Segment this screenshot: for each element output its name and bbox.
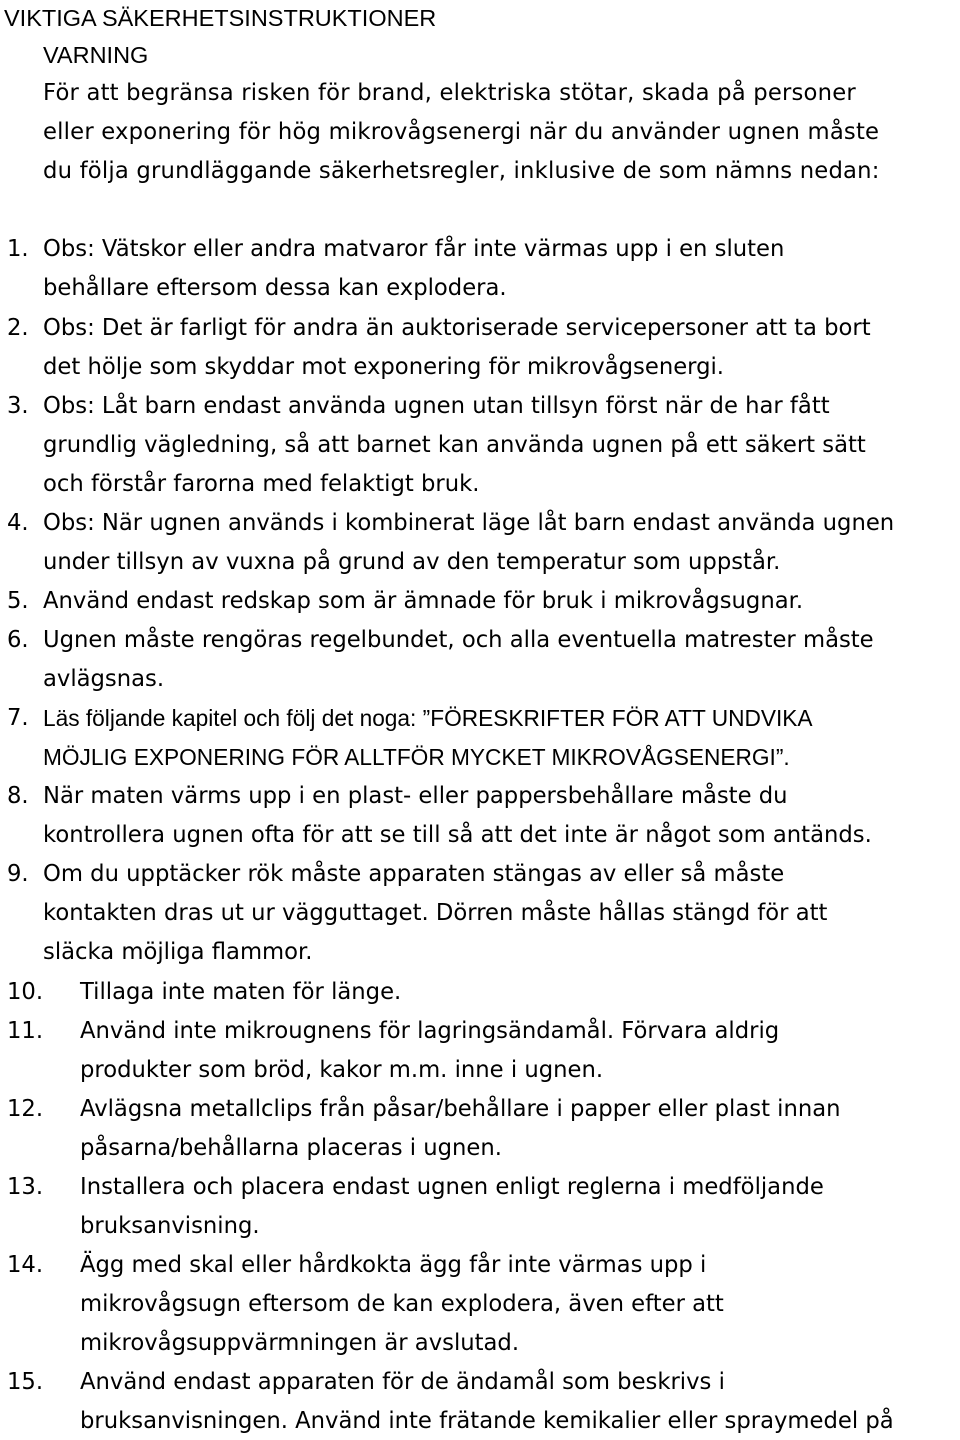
- item-number: 5.: [7, 588, 29, 614]
- item-line: produkter som bröd, kakor m.m. inne i ugnen.: [80, 1057, 604, 1083]
- item-number: 10.: [7, 979, 44, 1005]
- item-line: Installera och placera endast ugnen enligt reglerna i medföljande: [80, 1174, 824, 1200]
- item-line: behållare eftersom dessa kan explodera.: [43, 275, 507, 301]
- item-number: 13.: [7, 1174, 44, 1200]
- item-line: Tillaga inte maten för länge.: [80, 979, 402, 1005]
- item-number: 6.: [7, 627, 29, 653]
- item-line: Avlägsna metallclips från påsar/behållare i papper eller plast innan: [80, 1096, 841, 1122]
- item-line: och förstår farorna med felaktigt bruk.: [43, 471, 480, 497]
- intro-paragraph: [43, 74, 943, 191]
- item-line: kontakten dras ut ur vägguttaget. Dörren måste hållas stängd för att: [43, 900, 828, 926]
- item-text: [43, 777, 872, 855]
- item-line: Obs: Vätskor eller andra matvaror får inte värmas upp i en sluten: [43, 236, 785, 262]
- item-number: 12.: [7, 1096, 44, 1122]
- item-number: 8.: [7, 783, 29, 809]
- item-line: MÖJLIG EXPONERING FÖR ALLTFÖR MYCKET MIKROVÅGSENERGI”.: [43, 744, 790, 770]
- intro-line: För att begränsa risken för brand, elektriska stötar, skada på personer: [43, 80, 856, 106]
- item-number: 7.: [7, 705, 29, 731]
- item-number: 15.: [7, 1369, 44, 1395]
- item-line: mikrovågsuppvärmningen är avslutad.: [80, 1330, 520, 1356]
- item-line: Använd endast apparaten för de ändamål som beskrivs i: [80, 1369, 725, 1395]
- item-text: [80, 1363, 894, 1440]
- item-text: [43, 504, 894, 582]
- intro-line: du följa grundläggande säkerhetsregler, inklusive de som nämns nedan:: [43, 158, 880, 184]
- item-text: [43, 309, 871, 387]
- item-line: mikrovågsugn eftersom de kan explodera, även efter att: [80, 1291, 724, 1317]
- item-text: [80, 1090, 841, 1168]
- item-line: Använd inte mikrougnens för lagringsändamål. Förvara aldrig: [80, 1018, 780, 1044]
- item-text: [80, 1168, 824, 1246]
- item-text: [43, 621, 874, 699]
- item-number: 3.: [7, 393, 29, 419]
- item-number: 9.: [7, 861, 29, 887]
- item-line: påsarna/behållarna placeras i ugnen.: [80, 1135, 502, 1161]
- item-line: Läs följande kapitel och följ det noga: ”FÖRESKRIFTER FÖR ATT UNDVIKA: [43, 705, 813, 731]
- item-line: Obs: När ugnen används i kombinerat läge låt barn endast använda ugnen: [43, 510, 895, 536]
- item-number: 1.: [7, 236, 29, 262]
- item-line: Använd endast redskap som är ämnade för bruk i mikrovågsugnar.: [43, 588, 804, 614]
- item-line: det hölje som skyddar mot exponering för mikrovågsenergi.: [43, 354, 725, 380]
- item-line: under tillsyn av vuxna på grund av den temperatur som uppstår.: [43, 549, 781, 575]
- item-number: 2.: [7, 315, 29, 341]
- item-line: bruksanvisning.: [80, 1213, 260, 1239]
- item-text: [80, 1246, 724, 1363]
- item-line: grundlig vägledning, så att barnet kan använda ugnen på ett säkert sätt: [43, 432, 866, 458]
- item-line: Obs: Låt barn endast använda ugnen utan tillsyn först när de har fått: [43, 393, 830, 419]
- item-line: Ägg med skal eller hårdkokta ägg får inte värmas upp i: [80, 1252, 707, 1278]
- warning-label: VARNING: [43, 42, 149, 68]
- item-line: När maten värms upp i en plast- eller pappersbehållare måste du: [43, 783, 788, 809]
- item-text: [43, 230, 784, 308]
- page-title: VIKTIGA SÄKERHETSINSTRUKTIONER: [4, 5, 437, 31]
- item-line: släcka möjliga flammor.: [43, 939, 313, 965]
- intro-line: eller exponering för hög mikrovågsenergi när du använder ugnen måste: [43, 119, 880, 145]
- item-text: [43, 582, 803, 621]
- item-line: Ugnen måste rengöras regelbundet, och alla eventuella matrester måste: [43, 627, 874, 653]
- item-text: [80, 1012, 779, 1090]
- item-line: Obs: Det är farligt för andra än auktoriserade servicepersoner att ta bort: [43, 315, 871, 341]
- item-number: 14.: [7, 1252, 44, 1278]
- item-line: avlägsnas.: [43, 666, 165, 692]
- item-text: [43, 855, 827, 972]
- item-text: [43, 387, 866, 504]
- item-text: [80, 973, 401, 1012]
- item-text: [43, 699, 813, 777]
- item-line: kontrollera ugnen ofta för att se till så att det inte är något som antänds.: [43, 822, 872, 848]
- item-number: 11.: [7, 1018, 44, 1044]
- item-number: 4.: [7, 510, 29, 536]
- item-line: Om du upptäcker rök måste apparaten stängas av eller så måste: [43, 861, 785, 887]
- item-line: bruksanvisningen. Använd inte frätande kemikalier eller spraymedel på: [80, 1408, 894, 1434]
